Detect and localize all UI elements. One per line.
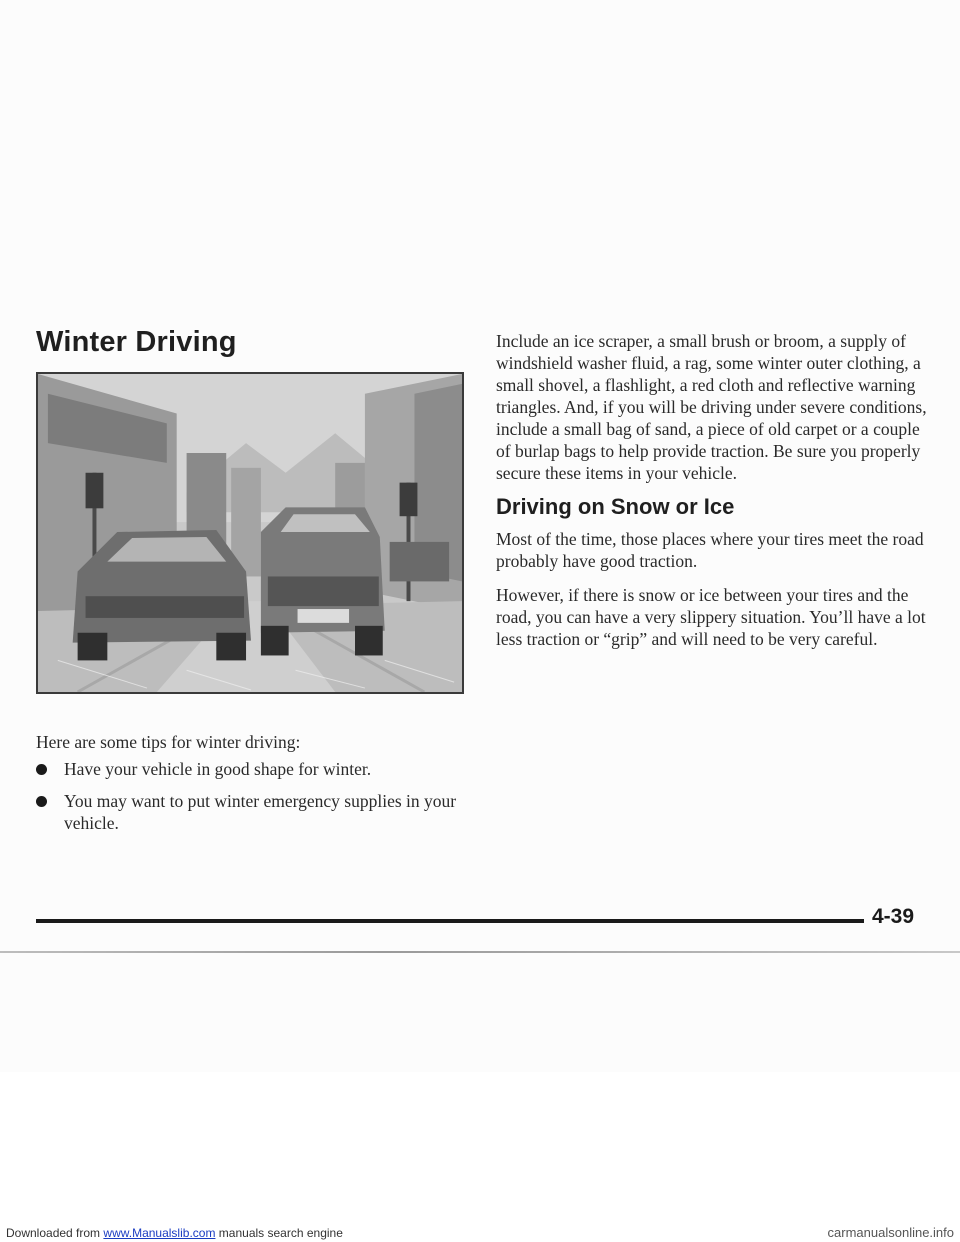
- intro-text: Here are some tips for winter driving:: [36, 732, 301, 752]
- tips-list: [36, 758, 466, 844]
- download-credit: [6, 1226, 343, 1240]
- list-item: [36, 790, 466, 834]
- right-column: [496, 330, 928, 662]
- supplies-paragraph: Include an ice scraper, a small brush or broom, a supply of windshield washer fluid, a rag, some winter outer clothing, a small shovel, a flashlight, a red cloth and reflective warning triangles. And, if you will be driving under severe conditions, include a small bag of sand, a piece of old carpet or a couple of burlap bags to help provide traction. Be sure you properly secure these items in your vehicle.: [496, 331, 927, 483]
- list-item: [36, 758, 466, 780]
- slippery-paragraph: However, if there is snow or ice between your tires and the road, you can have a very slippery situation. You’ll have a lot less traction or “grip” and will need to be very careful.: [496, 585, 926, 649]
- traction-paragraph: Most of the time, those places where your tires meet the road probably have good traction.: [496, 529, 924, 571]
- bottom-margin: [0, 1072, 960, 1242]
- credit-prefix: Downloaded from: [6, 1226, 101, 1240]
- page-rule: [36, 919, 864, 923]
- watermark-text: carmanualsonline.info: [827, 1225, 954, 1240]
- credit-suffix: manuals search engine: [218, 1226, 343, 1240]
- bullet-icon: [36, 796, 47, 807]
- illustration-svg: [38, 374, 462, 692]
- page-number: 4-39: [872, 905, 915, 928]
- scan-divider: [0, 951, 960, 953]
- tip-text: You may want to put winter emergency supplies in your vehicle.: [64, 791, 457, 833]
- winter-driving-illustration: [36, 372, 464, 694]
- bullet-icon: [36, 764, 47, 775]
- tip-text: Have your vehicle in good shape for winter.: [64, 759, 372, 779]
- sub-heading: Driving on Snow or Ice: [496, 494, 735, 519]
- manualslib-link[interactable]: www.Manualslib.com: [103, 1226, 216, 1240]
- section-title: Winter Driving: [36, 326, 237, 358]
